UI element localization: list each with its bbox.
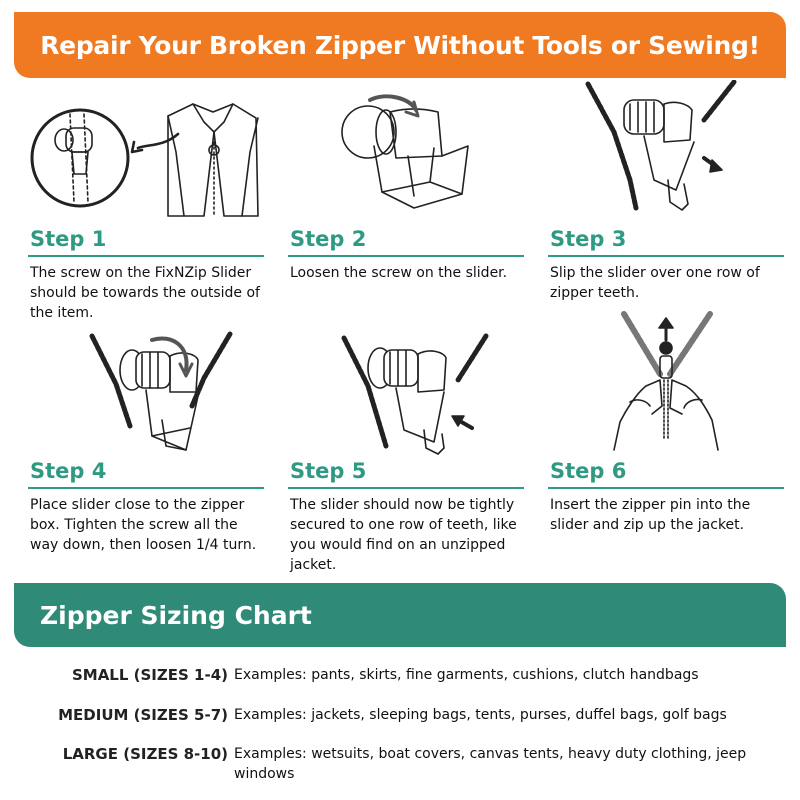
slip-slider-icon — [584, 80, 744, 218]
step-5-heading: Step 5 — [288, 458, 524, 489]
step-5 — [288, 458, 524, 575]
size-examples: Examples: pants, skirts, fine garments, cushions, clutch handbags — [234, 667, 699, 683]
step-4-text: Place slider close to the zipper box. Tighten the screw all the way down, then loosen 1/4 turn. — [30, 497, 257, 553]
sizing-chart-title: Zipper Sizing Chart — [40, 600, 312, 630]
slider-and-jacket-icon — [28, 92, 264, 224]
step-2-heading: Step 2 — [288, 226, 524, 257]
size-label: LARGE (SIZES 8-10) — [62, 745, 228, 763]
zip-up-hands-icon — [606, 310, 726, 460]
secured-slider-icon — [340, 330, 490, 458]
size-row-large — [0, 744, 800, 784]
page-title: Repair Your Broken Zipper Without Tools or Sewing! — [40, 30, 760, 60]
size-examples: Examples: jackets, sleeping bags, tents, purses, duffel bags, golf bags — [234, 707, 727, 723]
title-banner — [14, 12, 786, 78]
step-1-text: The screw on the FixNZip Slider should be towards the outside of the item. — [30, 265, 260, 321]
step-3-heading: Step 3 — [548, 226, 784, 257]
step-3 — [548, 226, 784, 303]
size-row-medium — [0, 705, 800, 725]
step-2 — [288, 226, 524, 283]
size-label: MEDIUM (SIZES 5-7) — [58, 706, 228, 724]
loosen-screw-icon — [330, 86, 480, 214]
step-6-text: Insert the zipper pin into the slider and zip up the jacket. — [550, 497, 751, 533]
step-1 — [28, 226, 264, 323]
sizing-chart-banner — [14, 583, 786, 647]
step-2-text: Loosen the screw on the slider. — [290, 265, 508, 281]
step-6-heading: Step 6 — [548, 458, 784, 489]
step-4 — [28, 458, 264, 555]
step-1-heading: Step 1 — [28, 226, 264, 257]
size-examples: Examples: wetsuits, boat covers, canvas tents, heavy duty clothing, jeep windows — [234, 746, 747, 782]
step-3-text: Slip the slider over one row of zipper teeth. — [550, 265, 760, 301]
step-4-heading: Step 4 — [28, 458, 264, 489]
size-label: SMALL (SIZES 1-4) — [71, 666, 228, 684]
step-6 — [548, 458, 784, 535]
step-5-text: The slider should now be tightly secured to one row of teeth, like you would find on an unzipped jacket. — [290, 497, 517, 573]
size-row-small — [0, 665, 800, 685]
tighten-screw-icon — [86, 326, 236, 456]
